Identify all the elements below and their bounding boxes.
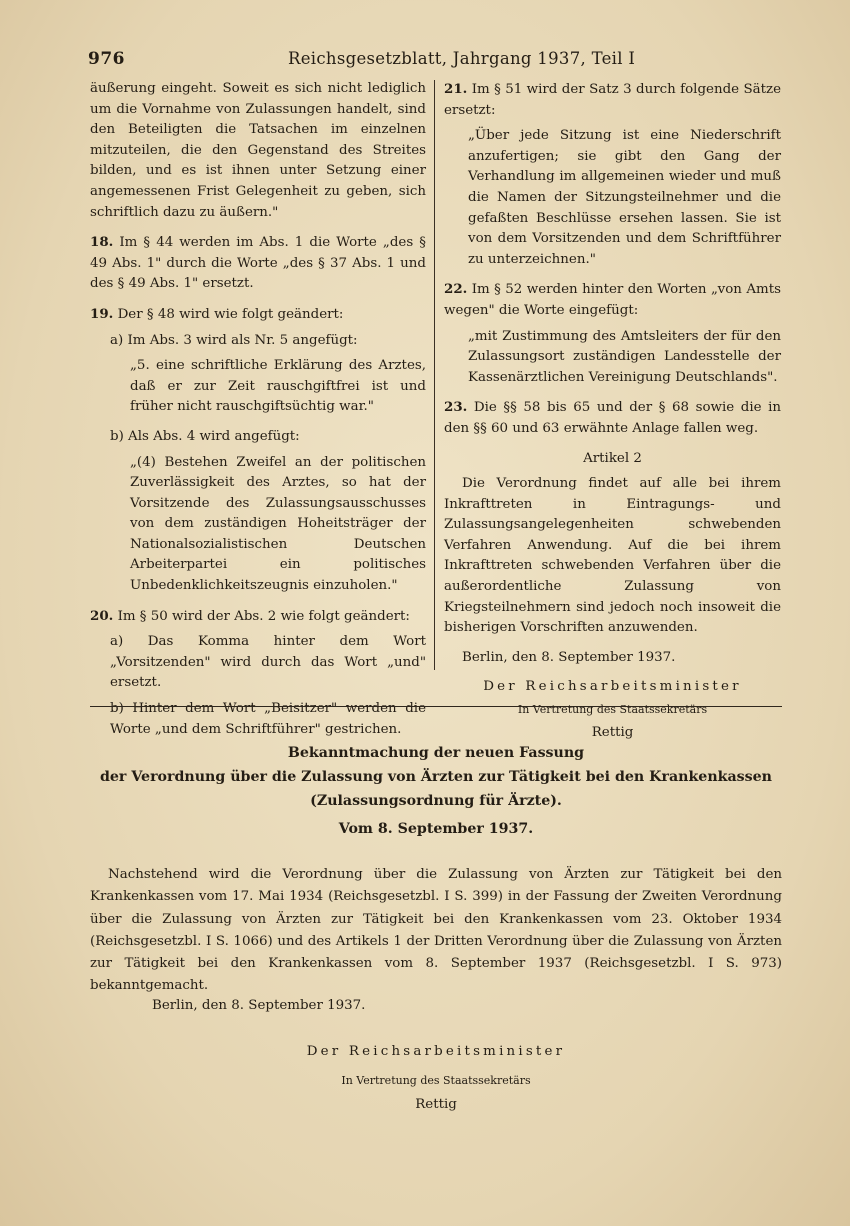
item-21-number: 21. xyxy=(444,81,468,97)
announcement-date: Vom 8. September 1937. xyxy=(338,821,534,837)
item-22 xyxy=(444,279,781,321)
item-20 xyxy=(90,606,426,628)
item-22-text: Im § 52 werden hinter den Worten „von Amts wegen" die Worte eingefügt: xyxy=(444,282,781,318)
artikel-2-text: Die Verordnung findet auf alle bei ihrem Inkrafttreten in Eintragungs- und Zulassungsangelegenheiten schwebenden Verfahren Anwendung. Auf die bei ihrem Inkrafttreten schwebenden Verfahren über die außerordentliche Zulassung von Kriegsteilnehmern sind jedoch noch insoweit die bisherigen Vorschriften anzuwenden. xyxy=(444,476,781,636)
left-intro-paragraph: äußerung eingeht. Soweit es sich nicht lediglich um die Vornahme von Zulassungen handelt, sind den Beteiligten die Tatsachen im einzelnen mitzuteilen, die den Gegenstand des Streites bilden, und es ist ihnen unter Setzung einer angemessenen Frist Gelegenheit zu geben, sich schriftlich dazu zu äußern." xyxy=(90,81,426,220)
announcement-title-line-2: der Verordnung über die Zulassung von Ärzten zur Tätigkeit bei den Krankenkassen xyxy=(99,769,772,785)
announcement-body: Nachstehend wird die Verordnung über die Zulassung von Ärzten zur Tätigkeit bei den Krankenkassen vom 17. Mai 1934 (Reichsgesetzbl. I S. 399) in der Fassung der Zweiten Verordnung über die Zulassung von Ärzten zur Tätigkeit bei den Krankenkassen vom 23. Oktober 1934 (Reichsgesetzbl. I S. 1066) und des Artikels 1 der Dritten Verordnung über die Zulassung von Ärzten zur Tätigkeit bei den Krankenkassen vom 8. September 1937 (Reichsgesetzbl. I S. 973) bekanntgemacht. xyxy=(90,867,782,994)
announcement-title-line-1: Bekanntmachung der neuen Fassung xyxy=(287,745,585,761)
item-21 xyxy=(444,79,781,121)
item-19-text: Der § 48 wird wie folgt geändert: xyxy=(117,306,344,322)
item-19-number: 19. xyxy=(90,305,114,322)
announcement-signer-name: Rettig xyxy=(415,1097,457,1112)
page-number: 976 xyxy=(88,49,125,69)
section-divider xyxy=(90,706,782,707)
announcement-signer-deputy: In Vertretung des Staatssekretärs xyxy=(341,1074,531,1087)
item-18-text: Im § 44 werden im Abs. 1 die Worte „des § 49 Abs. 1" durch die Worte „des § 37 Abs. 1 und des § 49 Abs. 1" ersetzt. xyxy=(90,235,426,292)
item-19b-quote: „(4) Bestehen Zweifel an der politischen Zuverlässigkeit des Arztes, so hat der Vorsitzende des Zulassungsausschusses von dem zuständigen Hoheitsträger der Nationalsozialistischen Deutschen Arbeiterpartei ein politisches Unbedenklichkeitszeugnis einzuholen." xyxy=(130,454,426,594)
announcement-signer-title: Der Reichsarbeitsminister xyxy=(306,1044,566,1059)
item-18-number: 18. xyxy=(90,234,114,251)
announcement-title-line-3: (Zulassungsordnung für Ärzte). xyxy=(310,793,562,809)
artikel-2-heading: Artikel 2 xyxy=(583,450,642,466)
right-signer-deputy: In Vertretung des Staatssekretärs xyxy=(517,703,708,717)
item-19b: b) Als Abs. 4 wird angefügt: xyxy=(110,428,300,444)
item-23 xyxy=(444,397,781,439)
left-column xyxy=(90,79,426,749)
item-20-number: 20. xyxy=(90,607,114,624)
item-20-text: Im § 50 wird der Abs. 2 wie folgt geändert: xyxy=(117,608,410,624)
announcement-place-date: Berlin, den 8. September 1937. xyxy=(152,998,366,1013)
item-18 xyxy=(90,232,426,295)
right-signer-title: Der Reichsarbeitsminister xyxy=(483,679,742,695)
item-20b: b) Hinter dem Wort „Beisitzer" werden die Worte „und dem Schriftführer" gestrichen. xyxy=(110,701,426,737)
item-22-quote: „mit Zustimmung des Amtsleiters der für den Zulassungsort zuständigen Landesstelle der Kassenärztlichen Vereinigung Deutschlands". xyxy=(468,328,781,385)
item-23-text: Die §§ 58 bis 65 und der § 68 sowie die in den §§ 60 und 63 erwähnte Anlage fallen weg. xyxy=(444,400,781,436)
item-22-number: 22. xyxy=(444,281,468,298)
right-column xyxy=(444,79,781,743)
item-19a-quote: „5. eine schriftliche Erklärung des Arztes, daß er zur Zeit rauschgiftfrei ist und früher nicht rauschgiftsüchtig war." xyxy=(130,358,426,415)
right-signer-name: Rettig xyxy=(591,724,634,740)
column-divider xyxy=(434,80,435,670)
item-21-quote: „Über jede Sitzung ist eine Niederschrift anzufertigen; sie gibt den Gang der Verhandlung im allgemeinen wieder und muß die Namen der Sitzungsteilnehmer und die gefaßten Beschlüsse ersehen lassen. Sie ist von dem Vorsitzenden und dem Schriftführer zu unterzeichnen." xyxy=(468,128,781,267)
item-19a: a) Im Abs. 3 wird als Nr. 5 angefügt: xyxy=(110,332,358,348)
running-header-title: Reichsgesetzblatt, Jahrgang 1937, Teil I xyxy=(288,49,636,68)
right-place-date: Berlin, den 8. September 1937. xyxy=(462,649,676,665)
item-23-number: 23. xyxy=(444,399,468,416)
item-20a: a) Das Komma hinter dem Wort „Vorsitzenden" wird durch das Wort „und" ersetzt. xyxy=(110,634,426,691)
item-21-text: Im § 51 wird der Satz 3 durch folgende Sätze ersetzt: xyxy=(444,82,781,118)
item-19 xyxy=(90,304,426,326)
